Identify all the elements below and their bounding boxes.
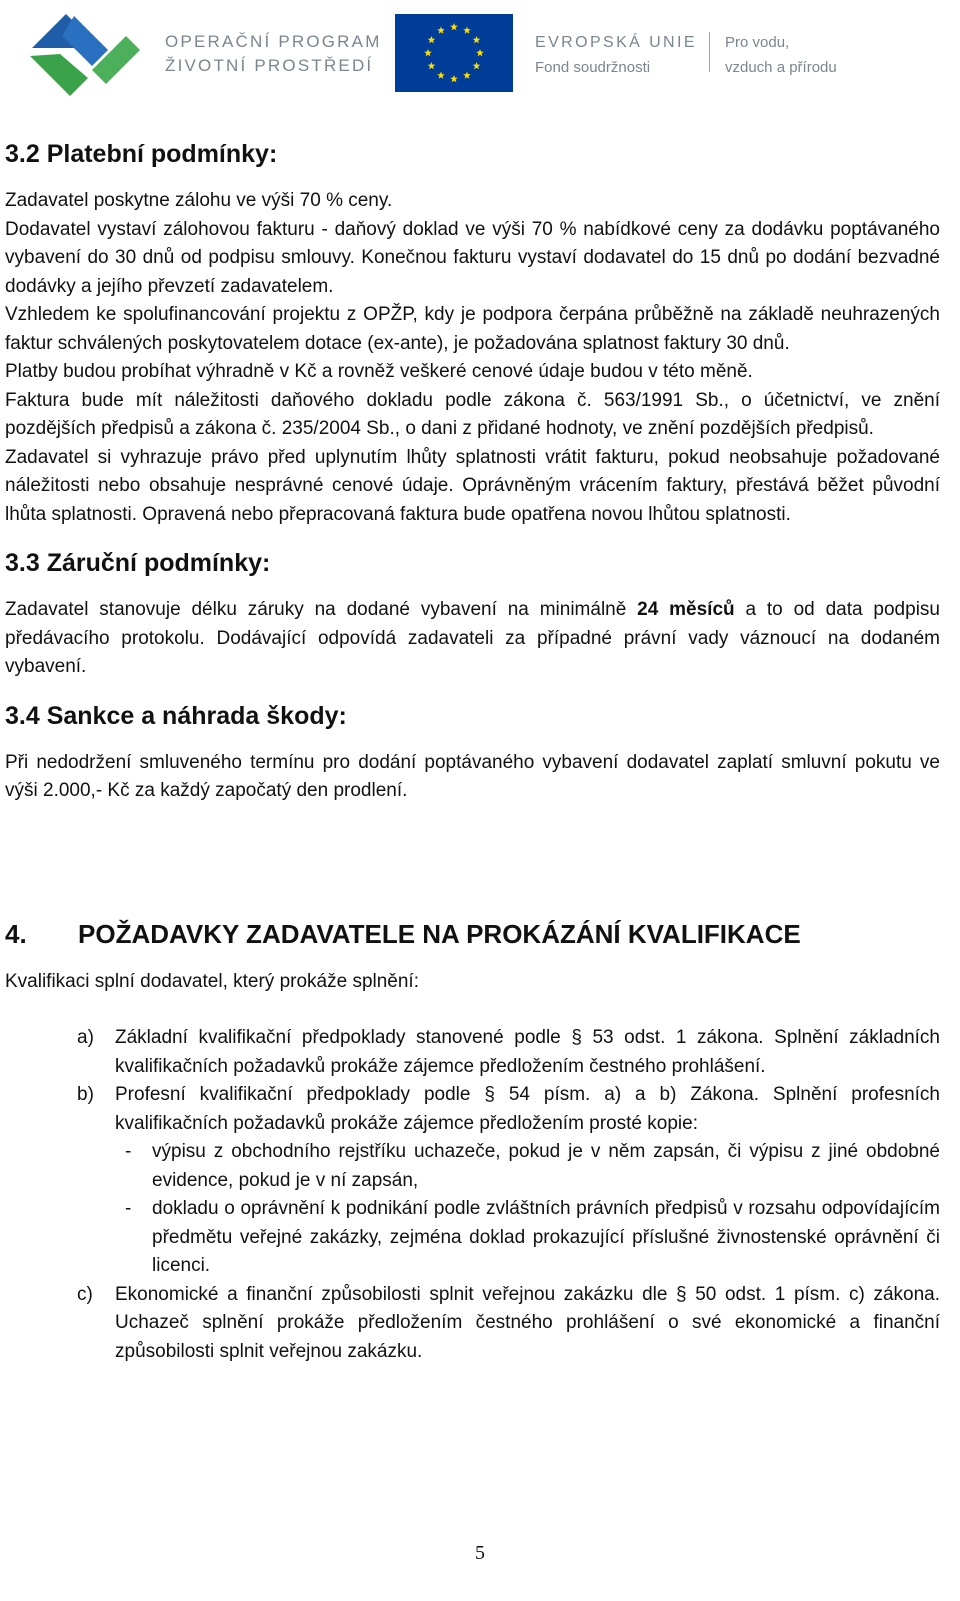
- eu-flag-icon: [395, 14, 513, 92]
- document-body: [5, 138, 940, 1366]
- section-3-2-paragraph: Zadavatel poskytne zálohu ve výši 70 % ceny.: [5, 190, 393, 211]
- page-header: [0, 0, 960, 110]
- list-item-text: Profesní kvalifikační předpoklady podle § 54 písm. a) a b) Zákona. Splnění profesních kvalifikačních požadavků prokáže zájemce předložením prosté kopie:: [115, 1084, 940, 1134]
- sub-list-dash: -: [125, 1198, 132, 1219]
- section-3-4-paragraph: Při nedodržení smluveného termínu pro dodání poptávaného vybavení dodavatel zaplatí smluvní pokutu ve výši 2.000,- Kč za každý započatý den prodlení.: [5, 751, 940, 801]
- section-4-title: POŽADAVKY ZADAVATELE NA PROKÁZÁNÍ KVALIFIKACE: [78, 918, 801, 949]
- page-number: 5: [475, 1542, 485, 1564]
- list-item: [5, 1024, 940, 1081]
- list-marker: a): [77, 1027, 94, 1048]
- sub-list-item-text: dokladu o oprávnění k podnikání podle zvláštních právních předpisů v rozsahu odpovídajícím předmětu veřejné zakázky, zejména doklad prokazující příslušné živnostenské oprávnění či licenci.: [152, 1198, 940, 1276]
- section-3-4-title: 3.4 Sankce a náhrada škody:: [5, 701, 347, 730]
- section-4-number: 4.: [5, 918, 27, 949]
- sub-list-item: [115, 1138, 940, 1195]
- section-3-2-paragraph: Dodavatel vystaví zálohovou fakturu - daňový doklad ve výši 70 % nabídkové ceny za dodávku poptávaného vybavení do 30 dnů od podpisu smlouvy. Konečnou fakturu vystaví dodavatel do 15 dnů po dodání bezvadné dodávky a jejího převzetí zadavatelem.: [5, 218, 940, 297]
- op-program-name: OPERAČNÍ PROGRAM ŽIVOTNÍ PROSTŘEDÍ: [165, 32, 382, 75]
- eu-fund-name: EVROPSKÁ UNIE Fond soudržnosti: [535, 34, 697, 76]
- header-slogan: Pro vodu, vzduch a přírodu: [725, 34, 837, 76]
- section-3-3-paragraph: Zadavatel stanovuje délku záruky na dodané vybavení na minimálně 24 měsíců a to od data podpisu předávacího protokolu. Dodávající odpovídá zadavateli za případné právní vady váznoucí na dodaném vybavení.: [5, 599, 940, 677]
- section-3-3-title: 3.3 Záruční podmínky:: [5, 549, 271, 577]
- warranty-period: 24 měsíců: [637, 599, 735, 620]
- list-marker: b): [77, 1084, 94, 1105]
- header-divider: [709, 32, 710, 72]
- section-3-2-paragraph: Faktura bude mít náležitosti daňového dokladu podle zákona č. 563/1991 Sb., o účetnictví, ve znění pozdějších předpisů a zákona č. 235/2004 Sb., o dani z přidané hodnoty, ve znění pozdějších předpisů.: [5, 389, 940, 439]
- list-item: [5, 1081, 940, 1281]
- section-3-2-title: 3.2 Platební podmínky:: [5, 140, 278, 168]
- list-item-text: Ekonomické a finanční způsobilosti splnit veřejnou zakázku dle § 50 odst. 1 písm. c) zákona. Uchazeč splnění prokáže předložením čestného prohlášení o své ekonomické a finanční způsobilosti splnit veřejnou zakázku.: [115, 1283, 940, 1362]
- section-3-2-paragraph: Zadavatel si vyhrazuje právo před uplynutím lhůty splatnosti vrátit fakturu, pokud neobsahuje požadované náležitosti nebo obsahuje nesprávné cenové údaje. Oprávněným vrácením faktury, přestává běžet původní lhůta splatnosti. Opravená nebo přepracovaná faktura bude opatřena novou lhůtou splatnosti.: [5, 446, 940, 525]
- list-marker: c): [77, 1283, 93, 1305]
- list-item: [5, 1281, 940, 1367]
- op-zp-logo-icon: [22, 6, 146, 102]
- sub-list-item: [115, 1195, 940, 1281]
- section-4-intro: Kvalifikaci splní dodavatel, který prokáže splnění:: [5, 970, 419, 992]
- section-4-heading: [5, 918, 940, 950]
- sub-list-item-text: výpisu z obchodního rejstříku uchazeče, pokud je v něm zapsán, či výpisu z jiné obdobné evidence, pokud je v ní zapsán,: [152, 1141, 940, 1191]
- list-item-text: Základní kvalifikační předpoklady stanovené podle § 53 odst. 1 zákona. Splnění základních kvalifikačních požadavků prokáže zájemce předložením čestného prohlášení.: [115, 1027, 940, 1077]
- section-3-2-paragraph: Vzhledem ke spolufinancování projektu z OPŽP, kdy je podpora čerpána průběžně na základě neuhrazených faktur schválených poskytovatelem dotace (ex-ante), je požadována splatnost faktury 30 dnů.: [5, 304, 940, 354]
- section-3-2-paragraph: Platby budou probíhat výhradně v Kč a rovněž veškeré cenové údaje budou v této měně.: [5, 361, 753, 382]
- sub-list-dash: -: [125, 1141, 132, 1162]
- qualification-list: [5, 1024, 940, 1366]
- sub-list: [115, 1138, 940, 1281]
